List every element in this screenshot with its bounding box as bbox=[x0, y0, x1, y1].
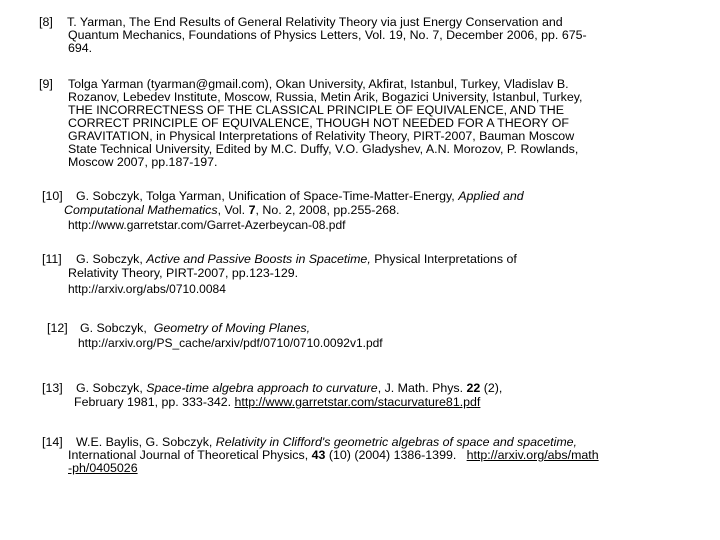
journal-name: Computational Mathematics bbox=[64, 203, 218, 217]
reference-text-line bbox=[74, 396, 480, 409]
authors: G. Sobczyk, bbox=[76, 252, 143, 266]
reference-label: [12] bbox=[47, 321, 68, 335]
reference-text-line: THE INCORRECTNESS OF THE CLASSICAL PRINCIPLE OF EQUIVALENCE, AND THE bbox=[68, 103, 564, 117]
journal-name: International Journal of Theoretical Physics, bbox=[68, 448, 309, 462]
volume-number: 43 bbox=[311, 448, 326, 462]
venue: Physical Interpretations of bbox=[374, 252, 517, 266]
reference-label: [14] bbox=[42, 435, 63, 449]
reference-text-line: State Technical University, Edited by M.C. Duffy, V.O. Gladyshev, A.N. Morozov, P. Rowlands, bbox=[68, 142, 579, 156]
reference-link[interactable]: http://arxiv.org/abs/0710.0084 bbox=[68, 282, 226, 296]
reference-link-continuation[interactable]: -ph/0405026 bbox=[68, 461, 138, 475]
reference-link[interactable]: http://www.garretstar.com/Garret-Azerbeycan-08.pdf bbox=[68, 218, 346, 232]
date-pages: February 1981, pp. 333-342. bbox=[74, 395, 232, 409]
reference-text-line: 694. bbox=[68, 41, 93, 55]
paper-title: Geometry of Moving Planes, bbox=[153, 321, 311, 335]
reference-label: [11] bbox=[42, 252, 62, 266]
reference-text-line bbox=[76, 382, 502, 395]
reference-text-line: GRAVITATION, in Physical Interpretations of Relativity Theory, PIRT-2007, Bauman Moscow bbox=[68, 129, 575, 143]
reference-label: [8] bbox=[39, 15, 53, 29]
volume-prefix: , Vol. bbox=[217, 203, 246, 217]
reference-label: [9] bbox=[39, 77, 53, 91]
reference-text-line: T. Yarman, The End Results of General Relativity Theory via just Energy Conservation and bbox=[67, 15, 563, 29]
reference-text-line bbox=[76, 253, 517, 266]
issue-pages: , No. 2, 2008, pp.255-268. bbox=[255, 203, 400, 217]
issue-pages: (10) (2004) 1386-1399. bbox=[328, 448, 457, 462]
journal-name: , J. Math. Phys. bbox=[377, 381, 464, 395]
journal-name: Applied and bbox=[458, 189, 524, 203]
reference-text-line bbox=[76, 190, 524, 203]
authors: G. Sobczyk, bbox=[76, 381, 143, 395]
authors: G. Sobczyk, bbox=[80, 321, 147, 335]
reference-label: [10] bbox=[42, 189, 63, 203]
reference-text-line: Relativity Theory, PIRT-2007, pp.123-129. bbox=[68, 266, 299, 280]
reference-text-line bbox=[64, 204, 399, 217]
authors: W.E. Baylis, G. Sobczyk, bbox=[76, 435, 213, 449]
paper-title: Space-time algebra approach to curvature bbox=[146, 381, 378, 395]
authors-title: G. Sobczyk, Tolga Yarman, Unification of Space-Time-Matter-Energy, bbox=[76, 189, 455, 203]
issue-number: (2), bbox=[483, 381, 503, 395]
reference-text-line: Quantum Mechanics, Foundations of Physics Letters, Vol. 19, No. 7, December 2006, pp. 675- bbox=[68, 28, 587, 42]
reference-text-line: Tolga Yarman (tyarman@gmail.com), Okan University, Akfirat, Istanbul, Turkey, Vladislav B. bbox=[68, 77, 569, 91]
reference-text-line bbox=[80, 322, 310, 335]
paper-title: Relativity in Clifford's geometric algebras of space and spacetime, bbox=[215, 435, 577, 449]
reference-link[interactable]: http://www.garretstar.com/stacurvature81.pdf bbox=[234, 395, 481, 409]
volume-number: 22 bbox=[466, 381, 481, 395]
volume-number: 7 bbox=[248, 203, 256, 217]
reference-text-line: CORRECT PRINCIPLE OF EQUIVALENCE, THOUGH NOT NEEDED FOR A THEORY OF bbox=[68, 116, 569, 130]
reference-link[interactable]: http://arxiv.org/abs/math bbox=[466, 448, 599, 462]
reference-text-line: Moscow 2007, pp.187-197. bbox=[68, 155, 218, 169]
reference-link[interactable]: http://arxiv.org/PS_cache/arxiv/pdf/0710/0710.0092v1.pdf bbox=[78, 336, 383, 350]
reference-text-line bbox=[68, 449, 599, 462]
reference-label: [13] bbox=[42, 381, 63, 395]
paper-title: Active and Passive Boosts in Spacetime, bbox=[146, 252, 371, 266]
reference-text-line: Rozanov, Lebedev Institute, Moscow, Russia, Metin Arik, Bogazici University, Istanbul, Turkey, bbox=[68, 90, 583, 104]
